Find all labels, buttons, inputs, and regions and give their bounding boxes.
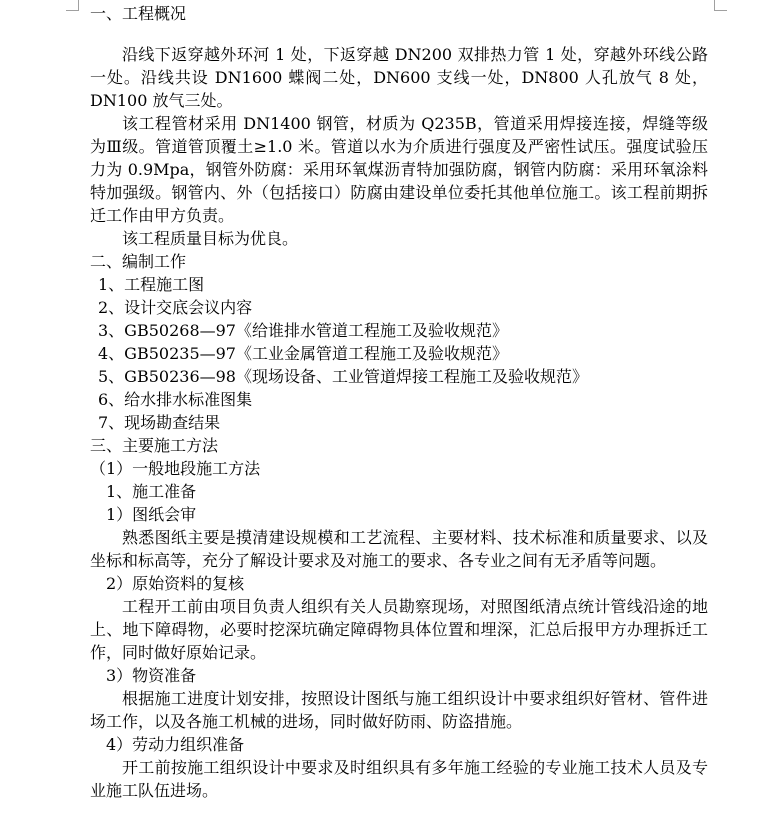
- section-heading-overview: 一、工程概况: [90, 4, 187, 23]
- section-heading-methods: 三、主要施工方法: [90, 436, 219, 455]
- reference-item-7: 7、现场勘查结果: [98, 413, 221, 432]
- document-body: [90, 2, 708, 802]
- subsection-general-method: （1）一般地段施工方法: [90, 459, 261, 478]
- overview-paragraph-1: 沿线下返穿越外环河 1 处，下返穿越 DN200 双排热力管 1 处，穿越外环线公路一处。沿线共设 DN1600 蝶阀二处，DN600 支线一处，DN800 人孔放气 8 处，DN100 放气三处。: [90, 45, 708, 110]
- reference-item-6: 6、给水排水标准图集: [98, 390, 253, 409]
- subsection-construction-prep: 1、施工准备: [106, 482, 197, 501]
- page-corner-mark-right: [714, 0, 727, 11]
- reference-item-4: 4、GB50235—97《工业金属管道工程施工及验收规范》: [98, 344, 508, 363]
- reference-item-1: 1、工程施工图: [98, 275, 205, 294]
- item-title-drawing-review: 1）图纸会审: [106, 505, 197, 524]
- item-text-data-verification: 工程开工前由项目负责人组织有关人员勘察现场，对照图纸清点统计管线沿途的地上、地下障碍物，必要时挖深坑确定障碍物具体位置和埋深，汇总后报甲方办理拆迁工作，同时做好原始记录。: [90, 597, 708, 662]
- reference-item-2: 2、设计交底会议内容: [98, 298, 253, 317]
- item-text-material-prep: 根据施工进度计划安排，按照设计图纸与施工组织设计中要求组织好管材、管件进场工作，以及各施工机械的进场，同时做好防雨、防盗措施。: [90, 689, 708, 731]
- item-title-material-prep: 3）物资准备: [106, 666, 197, 685]
- item-title-data-verification: 2）原始资料的复核: [106, 574, 245, 593]
- page-corner-mark-left: [66, 0, 79, 11]
- item-text-labor-prep: 开工前按施工组织设计中要求及时组织具有多年施工经验的专业施工技术人员及专业施工队伍进场。: [90, 758, 708, 800]
- reference-item-3: 3、GB50268—97《给谁排水管道工程施工及验收规范》: [98, 321, 508, 340]
- reference-item-5: 5、GB50236—98《现场设备、工业管道焊接工程施工及验收规范》: [98, 367, 588, 386]
- overview-paragraph-3: 该工程质量目标为优良。: [122, 229, 299, 248]
- section-heading-preparation: 二、编制工作: [90, 252, 187, 271]
- overview-paragraph-2: 该工程管材采用 DN1400 钢管，材质为 Q235B，管道采用焊接连接，焊缝等级为Ⅲ级。管道管顶覆土≥1.0 米。管道以水为介质进行强度及严密性试压。强度试验压力为 0.9Mpa，钢管外防腐：采用环氧煤沥青特加强防腐，钢管内防腐：采用环氧涂料特加强级。钢管内、外（包括接口）防腐由建设单位委托其他单位施工。该工程前期拆迁工作由甲方负责。: [90, 114, 708, 225]
- item-text-drawing-review: 熟悉图纸主要是摸清建设规模和工艺流程、主要材料、技术标准和质量要求、以及坐标和标高等，充分了解设计要求及对施工的要求、各专业之间有无矛盾等问题。: [90, 528, 708, 570]
- item-title-labor-prep: 4）劳动力组织准备: [106, 735, 245, 754]
